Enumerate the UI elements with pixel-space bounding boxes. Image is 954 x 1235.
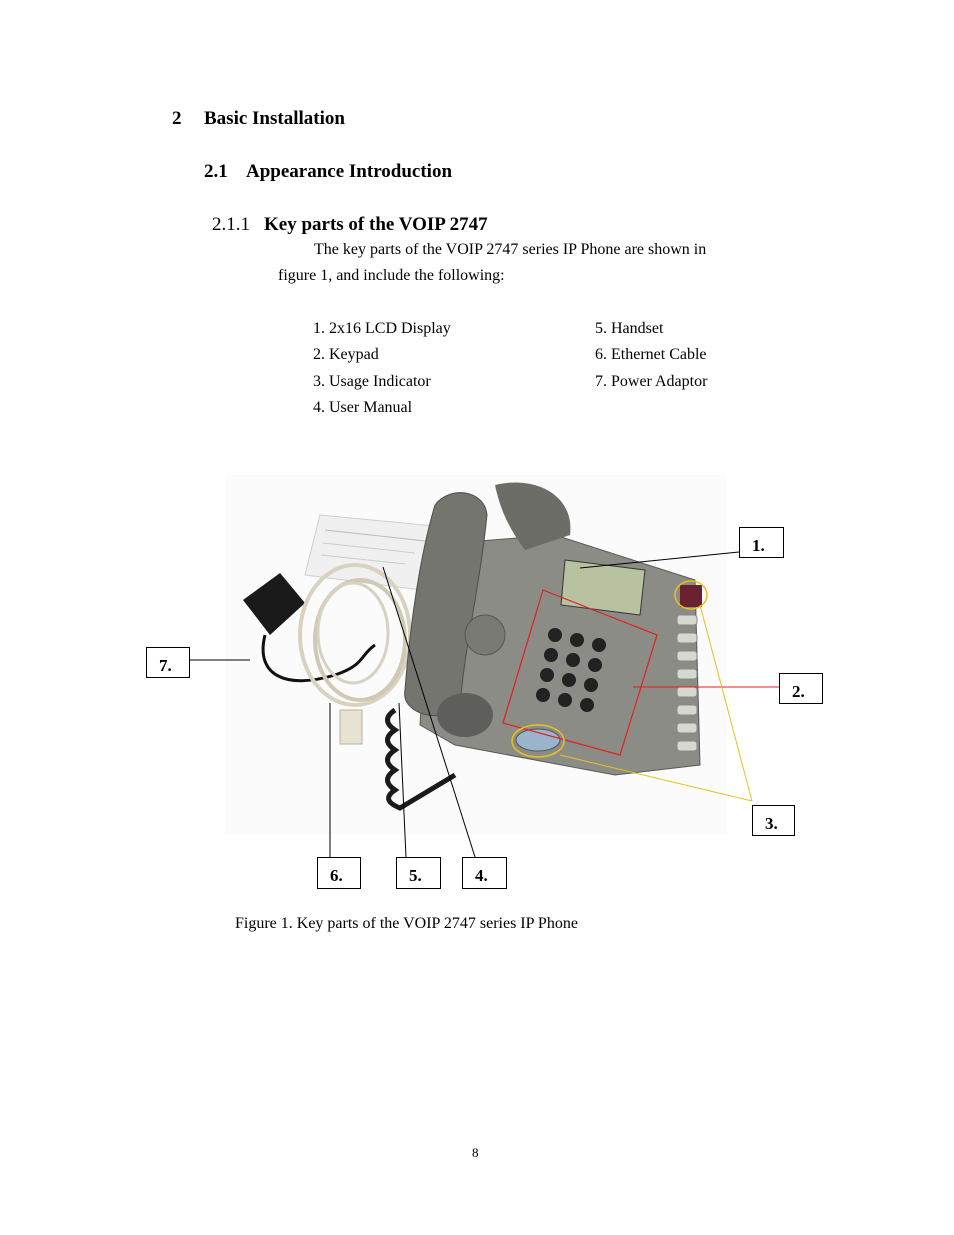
part-item: 3. Usage Indicator: [313, 373, 431, 390]
phone-photo: [225, 475, 727, 834]
subsection-title: Appearance Introduction: [246, 161, 453, 182]
section-title: Basic Installation: [204, 108, 345, 129]
section-number: 2: [172, 108, 182, 129]
callout-5: 5.: [396, 857, 441, 889]
page-number: 8: [472, 1145, 479, 1160]
lcd-display: [561, 560, 645, 615]
indicator-panel: [680, 585, 702, 607]
ethernet-plug: [340, 710, 362, 744]
callout-6: 6.: [317, 857, 361, 889]
part-item: 1. 2x16 LCD Display: [313, 320, 451, 337]
section-heading: [172, 108, 345, 130]
subsubsection-number: 2.1.1: [212, 214, 250, 235]
callout-3: 3.: [752, 805, 795, 836]
callout-1: 1.: [739, 527, 784, 558]
handset-earpiece: [437, 693, 493, 737]
subsubsection-title: Key parts of the VOIP 2747: [264, 214, 488, 235]
speaker-grille: [465, 615, 505, 655]
callout-7: 7.: [146, 647, 190, 678]
subsubsection-heading: [212, 214, 488, 236]
intro-line-2: figure 1, and include the following:: [278, 267, 505, 284]
part-item: 7. Power Adaptor: [595, 373, 708, 390]
phone-illustration: [225, 475, 727, 834]
part-item: 5. Handset: [595, 320, 664, 337]
callout-2: 2.: [779, 673, 823, 704]
subsection-number: 2.1: [204, 161, 228, 182]
callout-4: 4.: [462, 857, 507, 889]
figure-caption: Figure 1. Key parts of the VOIP 2747 series IP Phone: [235, 915, 578, 932]
part-item: 6. Ethernet Cable: [595, 346, 707, 363]
subsection-heading: [204, 161, 452, 183]
part-item: 2. Keypad: [313, 346, 379, 363]
intro-line-1: The key parts of the VOIP 2747 series IP Phone are shown in: [314, 241, 707, 258]
part-item: 4. User Manual: [313, 399, 413, 416]
